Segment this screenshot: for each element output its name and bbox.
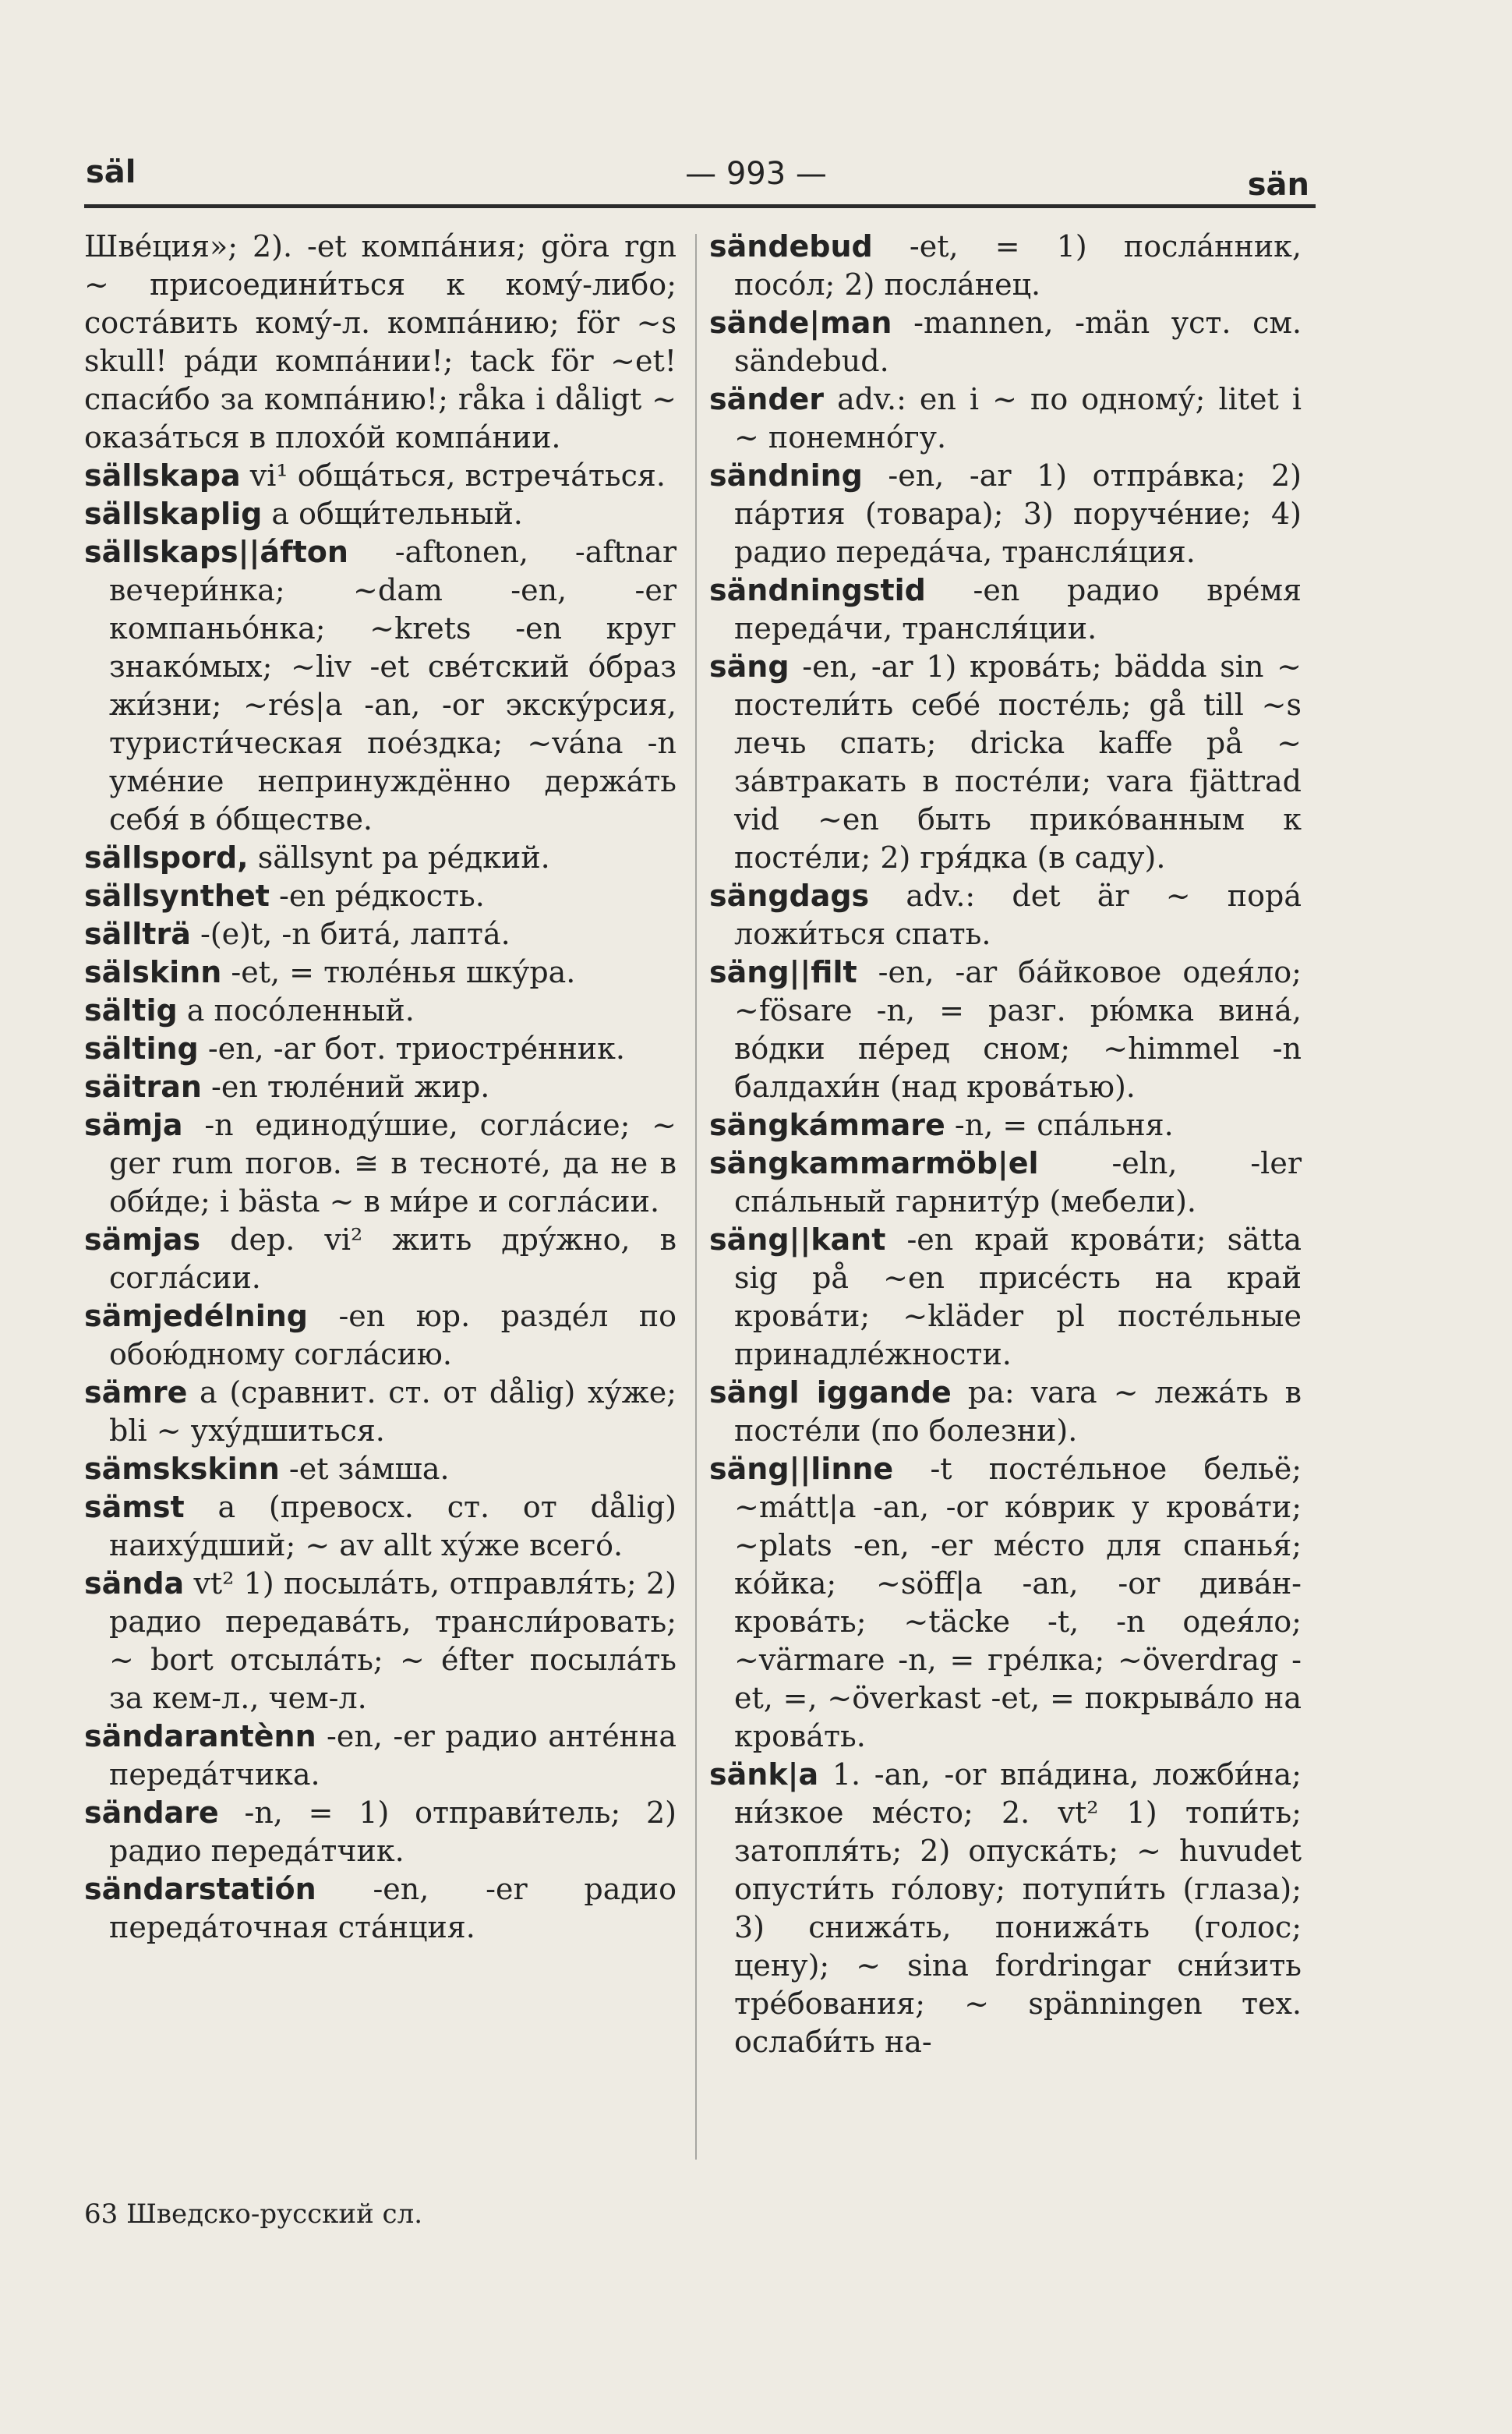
entry-definition: -en, -ar 1) крова́ть; bädda sin ~ постели́ть себе́ посте́ль; gå till ~s лечь спать; dricka kaffe på ~ за́втракать в посте́ли; vara fjättrad vid ~en быть прико́ванным к посте́ли; 2) гря́дка (в саду). [734, 649, 1302, 875]
entry-headword: sämjas [84, 1222, 201, 1257]
entry-headword: sände|man [709, 306, 892, 340]
dictionary-entry [709, 304, 1302, 380]
entry-headword: sämjedélning [84, 1299, 308, 1333]
dictionary-entry [84, 953, 677, 992]
dictionary-entry [709, 1221, 1302, 1374]
entry-definition: -et, = тюле́нья шку́ра. [231, 955, 576, 989]
dictionary-entry [84, 915, 677, 953]
dictionary-entry [84, 1794, 677, 1870]
entry-headword: sändning [709, 458, 863, 493]
running-head-right: sän [1247, 167, 1309, 203]
entry-definition: -en, -er радио переда́точная ста́нция. [109, 1872, 677, 1944]
dictionary-entry [84, 228, 677, 457]
dictionary-entry [709, 877, 1302, 953]
right-column [709, 228, 1302, 2061]
entry-definition: -en ре́дкость. [279, 879, 485, 913]
dictionary-entry [84, 1374, 677, 1450]
dictionary-entry [709, 571, 1302, 648]
entry-definition: a (превосх. ст. от dålig) наиху́дший; ~ av allt ху́же всего́. [109, 1490, 677, 1562]
entry-headword: sängkammarmöb|el [709, 1146, 1039, 1180]
entry-headword: sällträ [84, 917, 191, 951]
entry-definition: -en, -er радио анте́нна переда́тчика. [109, 1719, 677, 1792]
dictionary-entry [84, 495, 677, 533]
entry-headword: sämja [84, 1108, 183, 1142]
dictionary-entry [709, 228, 1302, 304]
entry-headword: sällsynthet [84, 879, 270, 913]
entry-headword: sändarstatión [84, 1872, 316, 1906]
entry-definition: -t посте́льное бельё; ~mátt|a -an, -or ко́врик у крова́ти; ~plats -en, -er ме́сто для спанья́; ко́йка; ~söff|a -an, -or дива́н-крова́ть; ~täcke -t, -n одея́ло; ~värmare -n, = гре́лка; ~överdrag -et, =, ~överkast -et, = покрыва́ло на крова́ть. [734, 1452, 1302, 1753]
dictionary-entry [709, 380, 1302, 457]
dictionary-entry [84, 533, 677, 839]
header-rule [84, 204, 1316, 208]
dictionary-entry [84, 1870, 677, 1947]
dictionary-entry [84, 1488, 677, 1565]
dictionary-entry [709, 953, 1302, 1106]
dictionary-entry [709, 1144, 1302, 1221]
entry-headword: säng||kant [709, 1222, 886, 1257]
entry-headword: sällspord, [84, 840, 249, 875]
dictionary-entry [84, 1565, 677, 1718]
dictionary-entry [709, 1374, 1302, 1450]
dictionary-entry [709, 648, 1302, 877]
entry-definition: -en тюле́ний жир. [210, 1070, 490, 1104]
dictionary-entry [84, 1718, 677, 1794]
entry-headword: sämst [84, 1490, 185, 1524]
dictionary-entry [709, 1450, 1302, 1756]
dictionary-entry [84, 1068, 677, 1106]
entry-definition: -et, = 1) посла́нник, посо́л; 2) посла́нец. [734, 229, 1302, 302]
entry-definition: -en юр. разде́л по обою́дному согла́сию. [109, 1299, 677, 1371]
entry-definition: -n единоду́шие, согла́сие; ~ ger rum погов. ≅ в тесноте́, да не в оби́де; i bästa ~ в ми́ре и согла́сии. [109, 1108, 677, 1219]
entry-definition: -n, = 1) отправи́тель; 2) радио переда́тчик. [109, 1795, 677, 1868]
entry-headword: sänk|a [709, 1757, 819, 1792]
entry-headword: sällskaps||áfton [84, 535, 348, 569]
entry-definition: adv.: det är ~ пора́ ложи́ться спать. [734, 879, 1302, 951]
entry-headword: sällskapa [84, 458, 241, 493]
entry-definition: -aftonen, -aftnar вечери́нка; ~dam -en, -er компаньо́нка; ~krets -en круг знако́мых; ~liv -et све́тский о́браз жи́зни; ~rés|a -an, -or экску́рсия, туристи́ческая пое́здка; ~vána -n уме́ние непринуждённо держа́ть себя́ в о́бществе. [109, 535, 677, 837]
entry-definition: dep. vi² жить дру́жно, в согла́сии. [109, 1222, 677, 1295]
column-divider [695, 234, 697, 2160]
dictionary-entry [84, 839, 677, 877]
entry-definition: -eln, -ler спа́льный гарниту́р (мебели). [734, 1146, 1302, 1219]
entry-headword: sängkámmare [709, 1108, 945, 1142]
entry-headword: sängdags [709, 879, 870, 913]
entry-headword: sändarantènn [84, 1719, 316, 1753]
entry-headword: sälskinn [84, 955, 222, 989]
dictionary-entry [84, 992, 677, 1030]
entry-headword: sällskaplig [84, 497, 263, 531]
entry-headword: sändare [84, 1795, 219, 1830]
entry-definition: a (сравнит. ст. от dålig) ху́же; bli ~ уху́дшиться. [109, 1375, 677, 1448]
entry-headword: säng||linne [709, 1452, 894, 1486]
entry-headword: sänder [709, 382, 825, 416]
entry-headword: sämskskinn [84, 1452, 280, 1486]
entry-definition: -n, = спа́льня. [954, 1108, 1174, 1142]
dictionary-entry [84, 457, 677, 495]
dictionary-entry [84, 1030, 677, 1068]
entry-headword: sälting [84, 1031, 199, 1066]
entry-definition: -en радио вре́мя переда́чи, трансля́ции. [734, 573, 1302, 646]
entry-definition: vt² 1) посыла́ть, отправля́ть; 2) радио передава́ть, трансли́ровать; ~ bort отсыла́ть; ~ éfter посыла́ть за кем-л., чем-л. [109, 1566, 677, 1715]
page-number: — 993 — [685, 156, 827, 192]
entry-definition: -en, -ar 1) отпра́вка; 2) па́ртия (товара); 3) поруче́ние; 4) радио переда́ча, трансля́ция. [734, 458, 1302, 569]
entry-headword: sända [84, 1566, 185, 1601]
dictionary-entry [84, 1450, 677, 1488]
dictionary-entry [84, 1106, 677, 1221]
entry-definition: -mannen, -män уст. см. sändebud. [734, 306, 1302, 378]
entry-definition: 1. -an, -or впа́дина, ложби́на; ни́зкое ме́сто; 2. vt² 1) топи́ть; затопля́ть; 2) опуска́ть; ~ huvudet опусти́ть го́лову; потупи́ть (глаза); 3) снижа́ть, понижа́ть (голос; цену); ~ sina fordringar сни́зить тре́бования; ~ spänningen тех. ослаби́ть на- [734, 1757, 1302, 2059]
entry-definition: Шве́ция»; 2). -et компа́ния; göra rgn ~ присоедини́ться к кому́-либо; соста́вить кому́-л. компа́нию; för ~s skull! ра́ди компа́нии!; tack för ~et! спаси́бо за компа́нию!; råka i dåligt ~ оказа́ться в плохо́й компа́нии. [84, 229, 677, 455]
entry-definition: a посо́ленный. [186, 993, 415, 1028]
dictionary-entry [84, 1297, 677, 1374]
entry-headword: sändebud [709, 229, 873, 264]
entry-definition: -en, -ar бот. триостре́нник. [207, 1031, 625, 1066]
entry-definition: -en край крова́ти; sätta sig på ~en присе́сть на край крова́ти; ~kläder pl посте́льные принадле́жности. [734, 1222, 1302, 1371]
entry-headword: sängl iggande [709, 1375, 952, 1410]
dictionary-entry [709, 457, 1302, 571]
dictionary-entry [84, 877, 677, 915]
entry-definition: -en, -ar ба́йковое одея́ло; ~fösare -n, = разг. рю́мка вина́, во́дки пе́ред сном; ~himmel -n балдахи́н (над крова́тью). [734, 955, 1302, 1104]
dictionary-entry [709, 1106, 1302, 1144]
entry-definition: pa: vara ~ лежа́ть в посте́ли (по болезни). [734, 1375, 1302, 1448]
left-column [84, 228, 677, 1947]
running-head-left: säl [86, 154, 136, 190]
footer-signature: 63 Шведско-русский сл. [84, 2199, 422, 2230]
entry-definition: -(e)t, -n бита́, лапта́. [200, 917, 510, 951]
entry-headword: sändningstid [709, 573, 926, 607]
entry-headword: sämre [84, 1375, 188, 1410]
entry-definition: adv.: en i ~ по одному́; litet i ~ понемно́гу. [734, 382, 1302, 455]
entry-headword: säng [709, 649, 790, 684]
dictionary-entry [84, 1221, 677, 1297]
entry-definition: sällsynt pa ре́дкий. [257, 840, 550, 875]
entry-definition: a общи́тельный. [271, 497, 523, 531]
entry-headword: sältig [84, 993, 178, 1028]
entry-definition: vi¹ обща́ться, встреча́ться. [249, 458, 666, 493]
dictionary-entry [709, 1756, 1302, 2061]
entry-headword: säng||filt [709, 955, 857, 989]
entry-definition: -et за́мша. [288, 1452, 450, 1486]
entry-headword: säitran [84, 1070, 202, 1104]
